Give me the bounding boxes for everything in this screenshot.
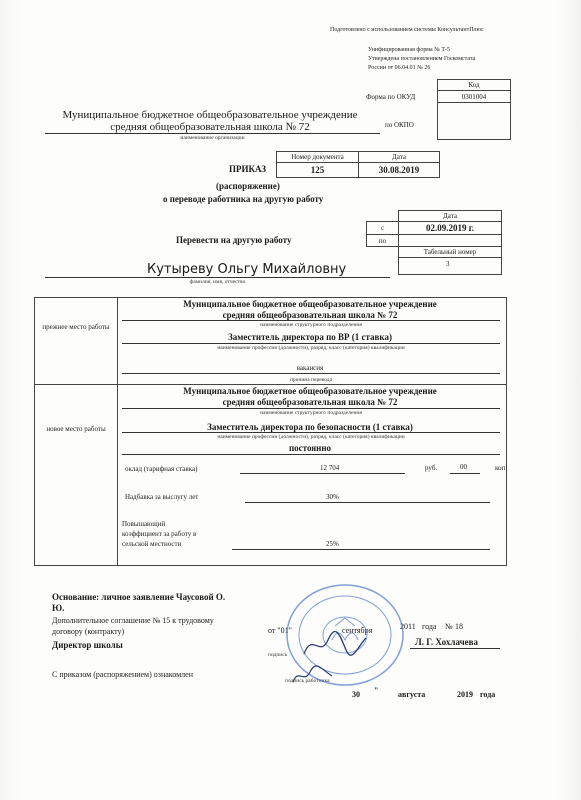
previous-org-underline	[122, 320, 500, 321]
basis-num-label: №	[445, 622, 453, 631]
previous-position-underline	[122, 343, 500, 344]
order-date: 30.08.2019	[358, 162, 440, 178]
basis-year: 2011	[400, 622, 416, 631]
new-org-underline	[122, 408, 500, 409]
new-position-underline	[122, 432, 500, 433]
basis-num: 18	[455, 622, 463, 631]
new-org-line1: Муниципальное бюджетное общеобразовательное учреждение	[183, 386, 437, 396]
transfer-date-header: Дата	[398, 210, 502, 222]
previous-vacancy: вакансия	[296, 364, 324, 372]
okpo-value	[437, 102, 511, 140]
new-position: Заместитель директора по безопасности (1 ставка)	[207, 422, 413, 432]
previous-vacancy-underline	[122, 373, 500, 374]
order-date-header: Дата	[358, 151, 440, 163]
new-org-line2: средняя общеобразовательная школа № 72	[222, 397, 398, 407]
previous-divider	[117, 297, 118, 385]
transfer-to-label: по	[366, 234, 399, 247]
employee-name: Кутыреву Ольгу Михайловну	[147, 262, 347, 277]
order-number: 125	[276, 162, 359, 178]
director-name-underline	[410, 648, 500, 649]
basis-line3: Дополнительное соглашение № 15 к трудовому	[52, 616, 214, 625]
coef-value: 25%	[326, 540, 339, 548]
order-number-header: Номер документа	[276, 151, 359, 163]
form-meta-line1: Унифицированная форма № Т-5	[368, 47, 451, 53]
employee-sign-caption: подпись работника	[285, 678, 330, 684]
prepared-note: Подготовлено с использованием системы КонсультантПлюс	[330, 27, 484, 33]
rub-label: руб.	[425, 464, 438, 472]
form-meta-line2: Утверждена постановлением Госкомстата	[368, 56, 476, 62]
employee-underline	[45, 277, 390, 278]
salary-value: 12 704	[320, 464, 340, 472]
new-divider	[117, 384, 118, 566]
coef-label-3: сельской местности	[122, 540, 182, 548]
new-position-caption: наименование профессии (должности), разряд, класс (категория) квалификации	[217, 434, 405, 440]
organization-underline	[45, 133, 380, 134]
acquainted-label: С приказом (распоряжением) ознакомлен	[52, 670, 193, 679]
order-subtitle: (распоряжение)	[216, 181, 280, 191]
transfer-from-value: 02.09.2019 г.	[398, 221, 502, 235]
director-sign-caption: подпись	[268, 652, 288, 658]
previous-position-caption: наименование профессии (должности), разряд, класс (категория) квалификации	[217, 345, 405, 351]
acquainted-day: 30	[352, 690, 360, 699]
basis-line2: Ю.	[52, 603, 65, 613]
employee-signature	[290, 662, 335, 688]
kop-value: 00	[460, 463, 467, 471]
basis-from-label: от "01"	[268, 626, 292, 635]
director-signature	[300, 626, 373, 662]
order-subject: о переводе работника на другую работу	[163, 194, 324, 204]
basis-year-label: года	[422, 622, 437, 631]
okud-label: Форма по ОКУД	[366, 93, 416, 101]
codes-header: Код	[437, 79, 511, 91]
okpo-label: по ОКПО	[385, 121, 414, 129]
basis-line4: договору (контракту)	[52, 627, 125, 636]
coef-label-1: Повышающий	[122, 520, 166, 528]
basis-month: сентября	[342, 626, 373, 635]
organization-line2: средняя общеобразовательная школа № 72	[110, 121, 310, 133]
acquainted-quote: "	[374, 686, 379, 695]
previous-org-caption: наименование структурного подразделения	[260, 322, 362, 328]
coef-underline	[232, 549, 490, 550]
acquainted-year-label: года	[480, 690, 496, 699]
bonus-label: Надбавка за выслугу лет	[125, 493, 199, 501]
coef-label-2: коэффициент за работу в	[122, 530, 197, 538]
transfer-label: Перевести на другую работу	[176, 235, 292, 245]
new-term: постоянно	[288, 443, 332, 453]
acquainted-month: августа	[398, 690, 426, 699]
tab-number-value: 3	[446, 260, 450, 268]
new-term-underline	[122, 454, 500, 455]
previous-position: Заместитель директора по ВР (1 ставка)	[228, 332, 392, 342]
director-label: Директор школы	[52, 640, 123, 650]
previous-org-line1: Муниципальное бюджетное общеобразовательное учреждение	[183, 299, 437, 309]
tab-number-header: Табельный номер	[398, 246, 502, 258]
kop-label: коп	[495, 464, 506, 472]
tab-number-box	[398, 257, 502, 275]
bonus-underline	[245, 502, 490, 503]
okud-value: 0301004	[437, 90, 511, 103]
employee-caption: фамилия, имя, отчество	[189, 279, 246, 285]
salary-label: оклад (тарифная ставка)	[125, 465, 198, 473]
new-side-label: новое место работы	[46, 425, 106, 433]
new-org-caption: наименование структурного подразделения	[260, 410, 362, 416]
previous-side-label: прежнее место работы	[42, 323, 110, 331]
form-meta-line3: России от 06.04.01 № 26	[368, 65, 431, 71]
previous-org-line2: средняя общеобразовательная школа № 72	[222, 310, 398, 320]
order-title: ПРИКАЗ	[229, 164, 267, 174]
transfer-from-label: с	[366, 221, 399, 235]
director-name: Л. Г. Хохлачева	[415, 637, 479, 647]
bonus-value: 30%	[326, 493, 339, 501]
salary-underline	[240, 473, 405, 474]
kop-underline	[450, 473, 480, 474]
basis-line1: Основание: личное заявление Чаусовой О.	[52, 592, 226, 602]
organization-line1: Муниципальное бюджетное общеобразовательное учреждение	[62, 109, 358, 121]
organization-caption: наименование организации	[180, 135, 245, 141]
acquainted-year: 2019	[457, 690, 473, 699]
reason-caption: причина перевода	[289, 377, 333, 383]
